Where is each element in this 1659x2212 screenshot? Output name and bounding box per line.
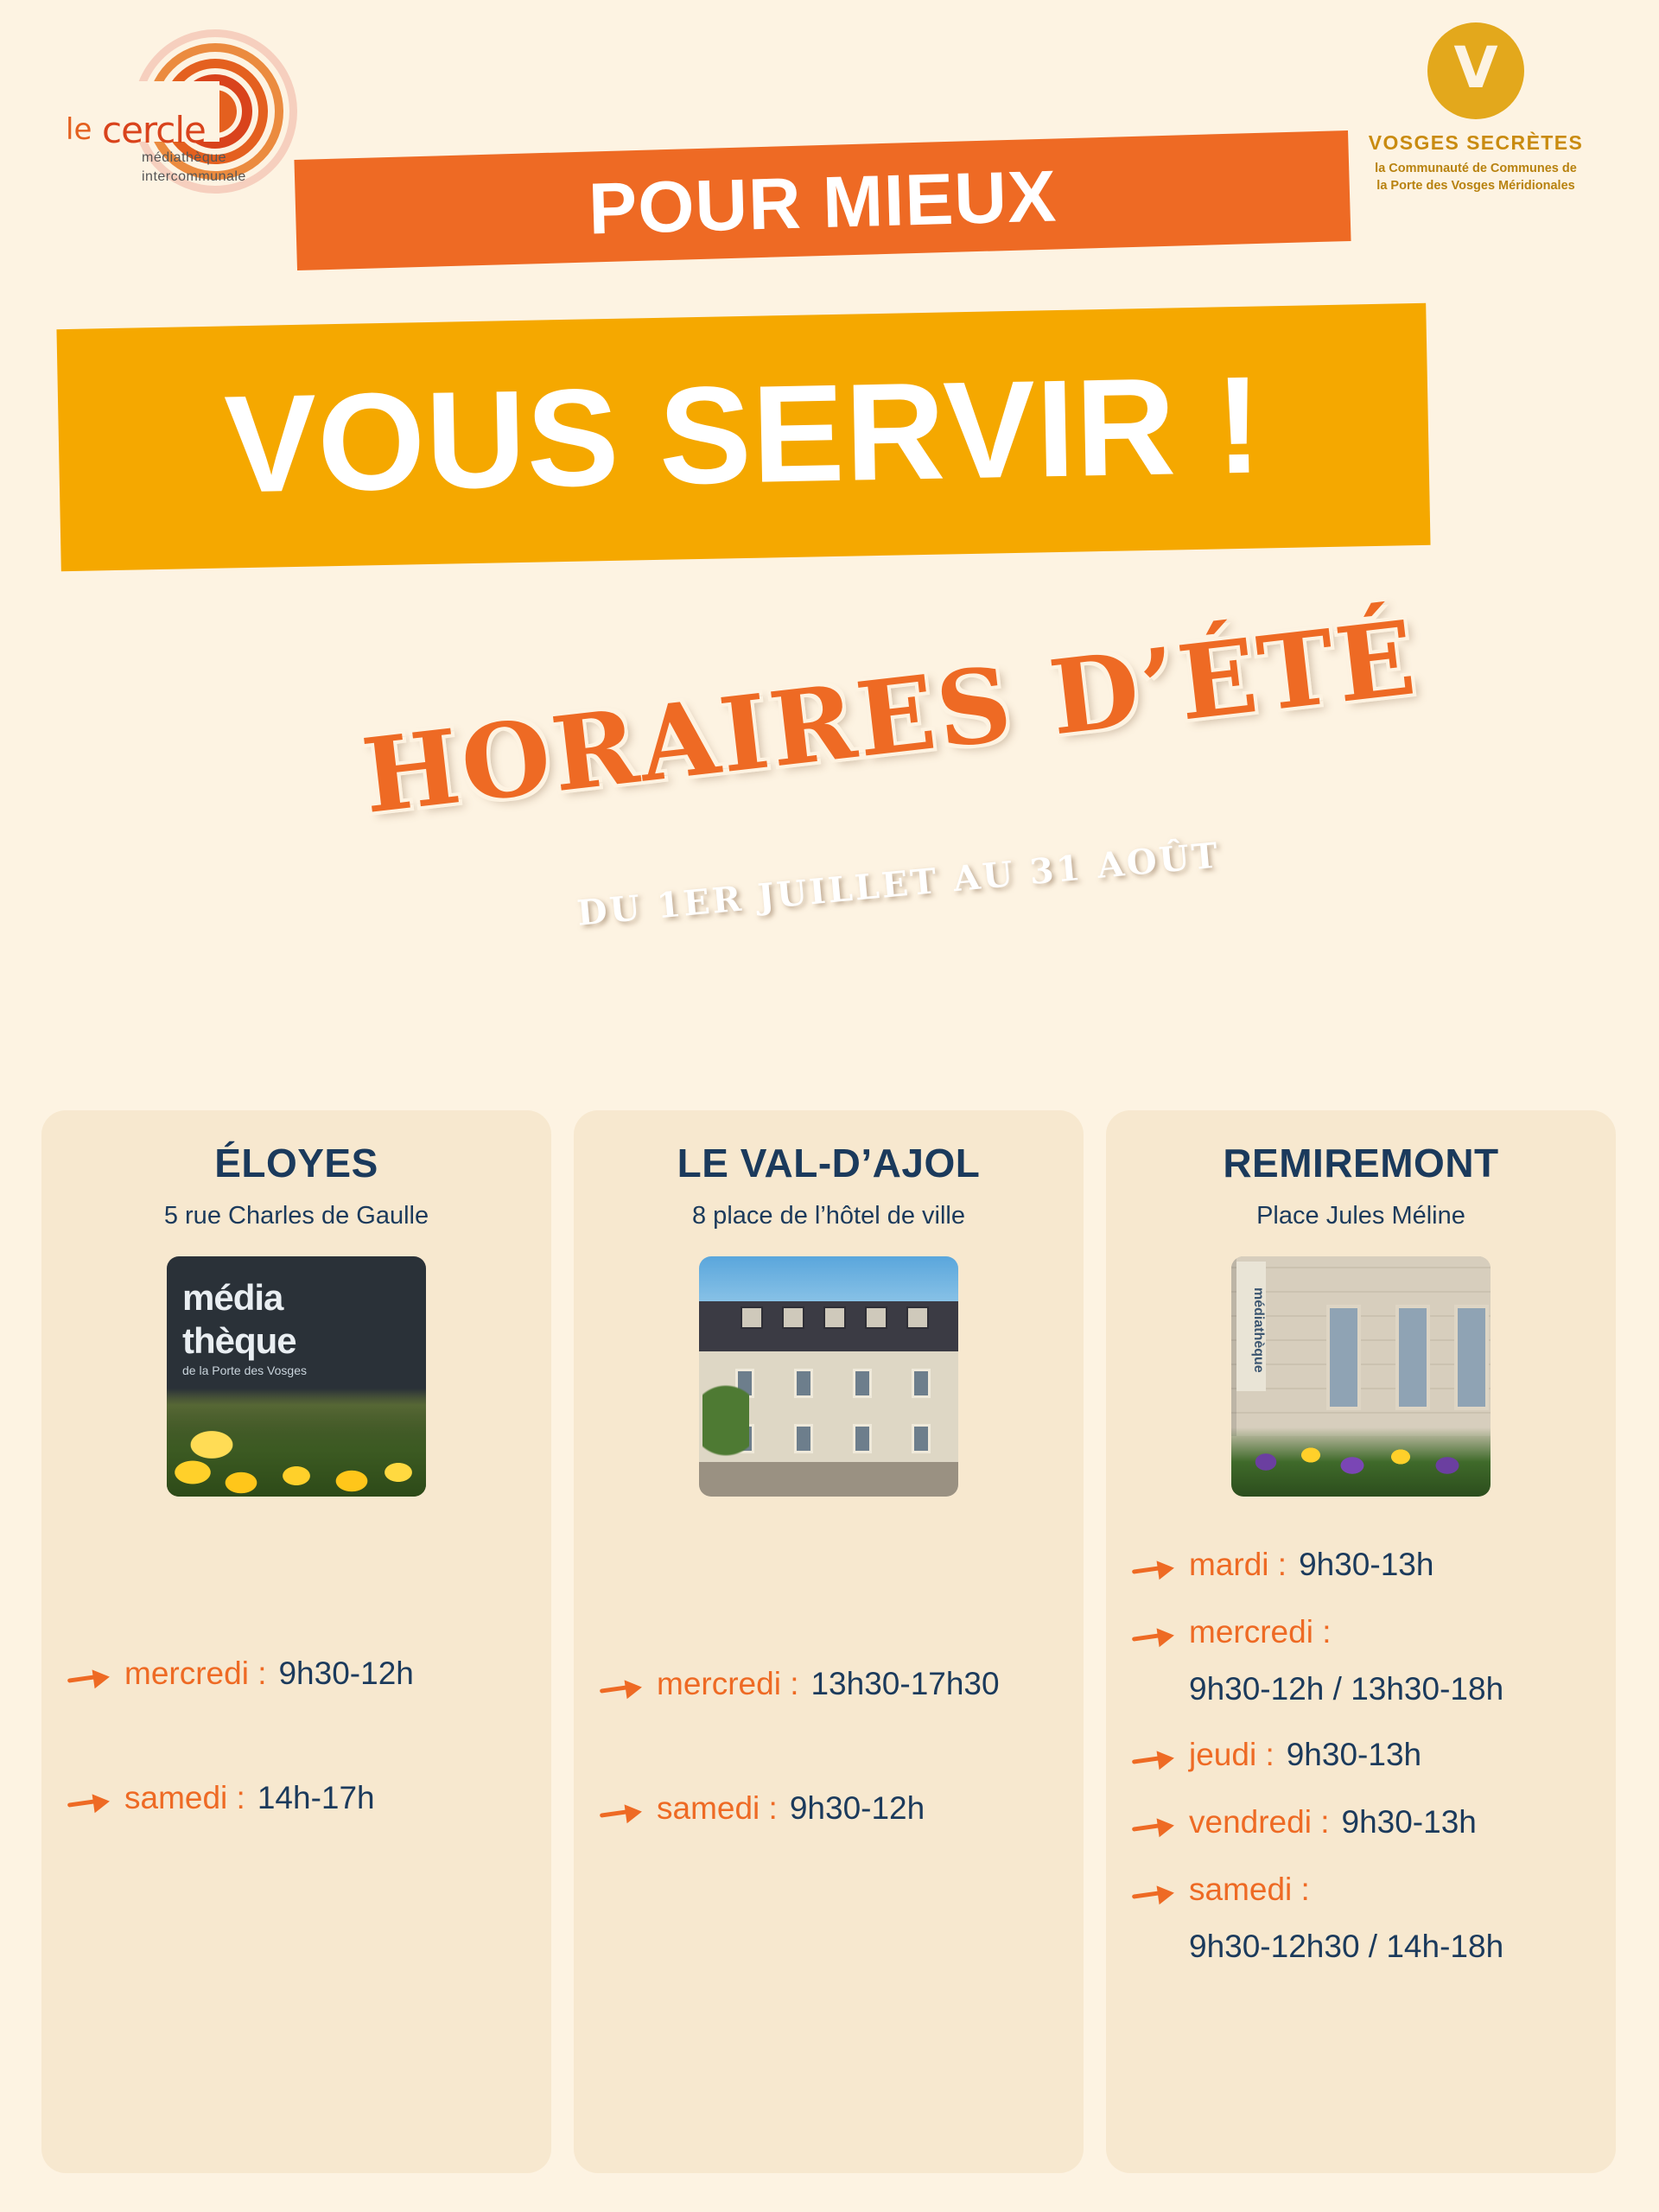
page-title-text: HORAIRES D’ÉTÉ (356, 597, 1424, 836)
location-address: Place Jules Méline (1256, 1202, 1465, 1230)
arrow-icon (67, 1785, 112, 1818)
logo-subtitle-mediatheque: médiathèque (142, 150, 227, 165)
photo-sign-line1: média (182, 1277, 283, 1318)
arrow-icon (1132, 1619, 1177, 1652)
arrow-icon (67, 1661, 112, 1694)
schedule-day: mercredi : (124, 1656, 267, 1691)
schedule-remiremont (1127, 1547, 1595, 1965)
photo-banner-text: médiathèque (1236, 1262, 1266, 1391)
schedule-time: 9h30-13h (1286, 1737, 1422, 1772)
location-photo-le-val-dajol (699, 1256, 958, 1497)
schedule-time: 9h30-12h (278, 1656, 414, 1691)
schedule-time: 9h30-12h (789, 1790, 925, 1826)
banner-line1-text: POUR MIEUX (587, 155, 1058, 250)
schedule-day: samedi : (124, 1780, 245, 1815)
schedule-day: jeudi : (1189, 1737, 1274, 1772)
schedule-day: vendredi : (1189, 1804, 1330, 1840)
schedule-time: 14h-17h (257, 1780, 375, 1815)
logo-vosges-desc-line1: la Communauté de Communes de (1375, 162, 1577, 175)
logo-subtitle-intercommunale: intercommunale (142, 169, 246, 184)
photo-flowers (167, 1393, 426, 1497)
schedule-row (1127, 1614, 1595, 1707)
location-name: ÉLOYES (214, 1141, 378, 1185)
arrow-icon (1132, 1552, 1177, 1585)
schedule-day: mercredi : (1189, 1614, 1332, 1649)
logo-vosges-name: VOSGES SECRÈTES (1368, 131, 1584, 154)
schedule-row (594, 1666, 1063, 1704)
photo-sign-line3: de la Porte des Vosges (182, 1363, 307, 1377)
logo-vosges-desc-line2: la Porte des Vosges Méridionales (1376, 178, 1575, 193)
schedule-day: mercredi : (657, 1666, 799, 1701)
heart-v-icon (1427, 22, 1524, 119)
schedule-row (1127, 1804, 1595, 1842)
schedule-row (62, 1656, 531, 1694)
photo-sign-line2: thèque (182, 1320, 296, 1361)
location-card-eloyes (41, 1110, 551, 2173)
page-title (325, 594, 1454, 840)
schedule-eloyes (62, 1656, 531, 1818)
schedule-row (594, 1790, 1063, 1828)
page-subtitle: DU 1ER JUILLET AU 31 AOÛT (575, 835, 1223, 934)
schedule-time: 9h30-12h / 13h30-18h (1189, 1671, 1504, 1707)
schedule-row (1127, 1737, 1595, 1775)
logo-vosges-secretes (1346, 22, 1605, 194)
location-name: LE VAL-D’AJOL (677, 1141, 981, 1185)
arrow-icon (1132, 1809, 1177, 1842)
location-photo-eloyes (167, 1256, 426, 1497)
location-photo-remiremont (1231, 1256, 1491, 1497)
banner-pour-mieux (294, 130, 1351, 270)
schedule-row (1127, 1872, 1595, 1965)
schedule-day: samedi : (657, 1790, 778, 1826)
location-name: REMIREMONT (1223, 1141, 1499, 1185)
schedule-time: 13h30-17h30 (810, 1666, 1000, 1701)
location-card-remiremont (1106, 1110, 1616, 2173)
schedule-time: 9h30-12h30 / 14h-18h (1189, 1929, 1504, 1964)
schedule-row (1127, 1547, 1595, 1585)
photo-flowers (1231, 1427, 1491, 1497)
logo-word-cercle: cercle (102, 109, 206, 151)
arrow-icon (600, 1671, 645, 1704)
location-address: 8 place de l’hôtel de ville (692, 1202, 965, 1230)
location-address: 5 rue Charles de Gaulle (163, 1202, 429, 1230)
arrow-icon (1132, 1877, 1177, 1910)
schedule-day: mardi : (1189, 1547, 1287, 1582)
schedule-time: 9h30-13h (1299, 1547, 1434, 1582)
location-card-le-val-dajol (574, 1110, 1084, 2173)
logo-word-le: le (66, 112, 92, 147)
logo-mark-letter: V (1453, 35, 1498, 101)
schedule-row (62, 1780, 531, 1818)
arrow-icon (1132, 1742, 1177, 1775)
banner-line2-text: VOUS SERVIR ! (223, 346, 1264, 522)
schedule-day: samedi : (1189, 1872, 1310, 1907)
banner-vous-servir (56, 303, 1430, 571)
schedule-le-val-dajol (594, 1666, 1063, 1828)
logo-le-cercle (59, 29, 301, 194)
locations-list (41, 1110, 1618, 2173)
schedule-time: 9h30-13h (1341, 1804, 1477, 1840)
arrow-icon (600, 1796, 645, 1828)
